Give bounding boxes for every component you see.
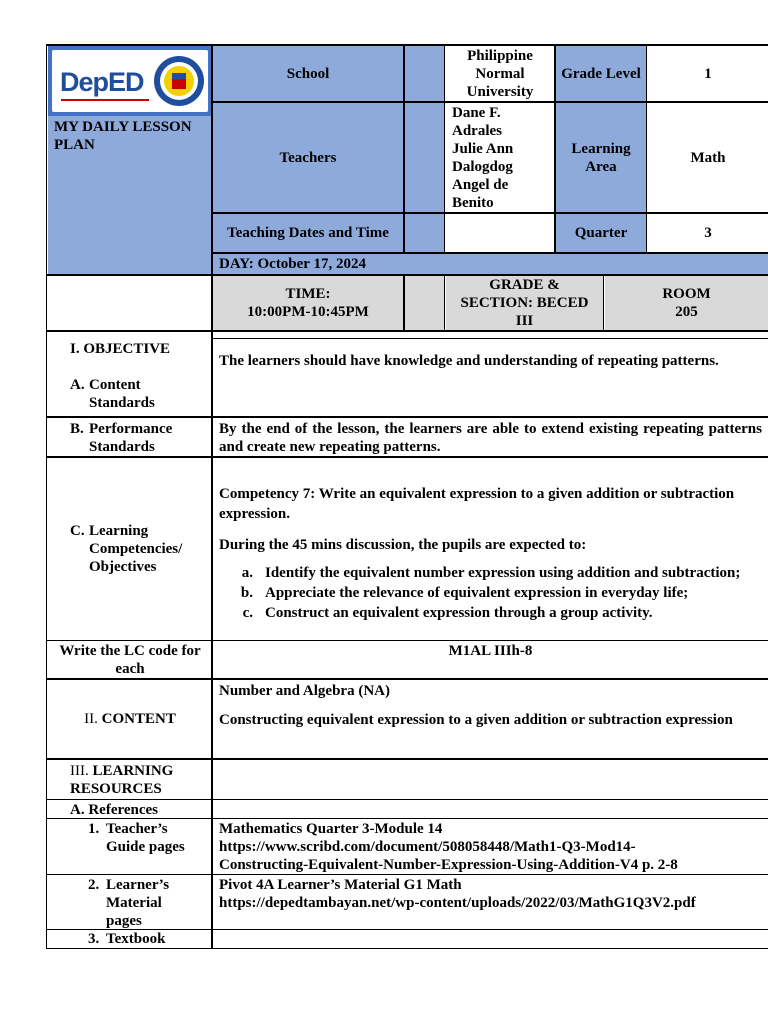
time-spacer	[405, 276, 444, 330]
grade-label: Grade Level	[556, 46, 646, 101]
deped-seal-icon	[153, 55, 205, 107]
grade-section: GRADE & SECTION: BECED III	[446, 276, 603, 330]
teacher-line: Benito	[452, 195, 494, 211]
deped-wordmark: DepED	[60, 67, 144, 97]
competency-text: Competency 7: Write an equivalent expression to a given addition or subtraction expression.	[219, 486, 735, 522]
school-label: School	[213, 46, 403, 101]
dates-label: Teaching Dates and Time	[213, 214, 403, 252]
room-value: 205	[675, 304, 698, 320]
list-item: c. Construct an equivalent expression through a group activity.	[242, 605, 653, 621]
content-standards-text: The learners should have knowledge and understanding of repeating patterns.	[219, 353, 719, 369]
lc-label: Write the LC code for each	[59, 643, 201, 677]
content-label: II. CONTENT	[84, 711, 176, 727]
area-label: Learning Area	[556, 103, 646, 212]
dates-spacer	[405, 214, 444, 252]
performance-text: By the end of the lesson, the learners are able to extend existing repeating patterns and create new repeating patterns.	[219, 421, 762, 455]
teacher-line: Angel de	[452, 177, 509, 193]
lc-code: M1AL IIIh-8	[448, 643, 533, 659]
time-label: TIME:	[285, 286, 331, 302]
grade-value: 1	[704, 65, 712, 82]
room-label: ROOM	[662, 286, 711, 302]
quarter-value: 3	[704, 225, 712, 241]
content-line1: Number and Algebra (NA)	[219, 683, 390, 699]
list-item: b. Appreciate the relevance of equivalent expression in everyday life;	[240, 585, 689, 601]
teachers-spacer	[405, 103, 444, 212]
doc-title: MY DAILY LESSON PLAN	[54, 119, 192, 153]
learner-material-value: Pivot 4A Learner’s Material G1 Math https://depedtambayan.net/wp-content/uploads/2022/03/MathG1Q3V2.pdf	[219, 877, 696, 911]
content-standards-label: A. Content Standards	[70, 377, 155, 411]
school-spacer	[405, 46, 444, 101]
teacher-line: Dalogdog	[452, 159, 513, 175]
teacher-guide-value: Mathematics Quarter 3-Module 14 https://www.scribd.com/document/508058448/Math1-Q3-Mod14- Constructing-Equivalent-Number-Expression-Using-Addition-V4 p. 2-8	[219, 821, 678, 873]
objectives-list	[219, 563, 764, 623]
room-cell	[605, 276, 768, 330]
list-item: a. Identify the equivalent number expression using addition and subtraction;	[241, 565, 741, 581]
competencies-label: C. Learning Competencies/ Objectives	[70, 523, 183, 575]
teacher-line: Dane F.	[452, 105, 501, 121]
content-line2: Constructing equivalent expression to a given addition or subtraction expression	[219, 712, 733, 728]
day-row: DAY: October 17, 2024	[213, 254, 768, 274]
time-value: 10:00PM-10:45PM	[247, 304, 369, 320]
resources-label: III. LEARNING RESOURCES	[70, 763, 174, 797]
objective-title: I. OBJECTIVE	[70, 341, 171, 357]
quarter-label: Quarter	[556, 214, 646, 252]
learner-material-label: 2. Learner’s Material pages	[88, 877, 170, 929]
textbook-label: 3. Textbook	[88, 931, 166, 947]
logo-underline	[61, 99, 149, 101]
time-cell	[213, 276, 403, 330]
area-value: Math	[690, 149, 726, 166]
references-label: A. References	[70, 802, 159, 818]
during-text: During the 45 mins discussion, the pupils are expected to:	[219, 537, 587, 553]
teacher-guide-label: 1. Teacher’s Guide pages	[88, 821, 185, 855]
teachers-value	[452, 104, 552, 212]
teacher-line: Adrales	[452, 123, 502, 139]
school-value: Philippine Normal University	[466, 47, 534, 100]
teacher-line: Julie Ann	[452, 141, 514, 157]
teachers-label: Teachers	[213, 103, 403, 212]
deped-logo	[52, 50, 208, 112]
performance-label: B. Performance Standards	[70, 421, 173, 455]
